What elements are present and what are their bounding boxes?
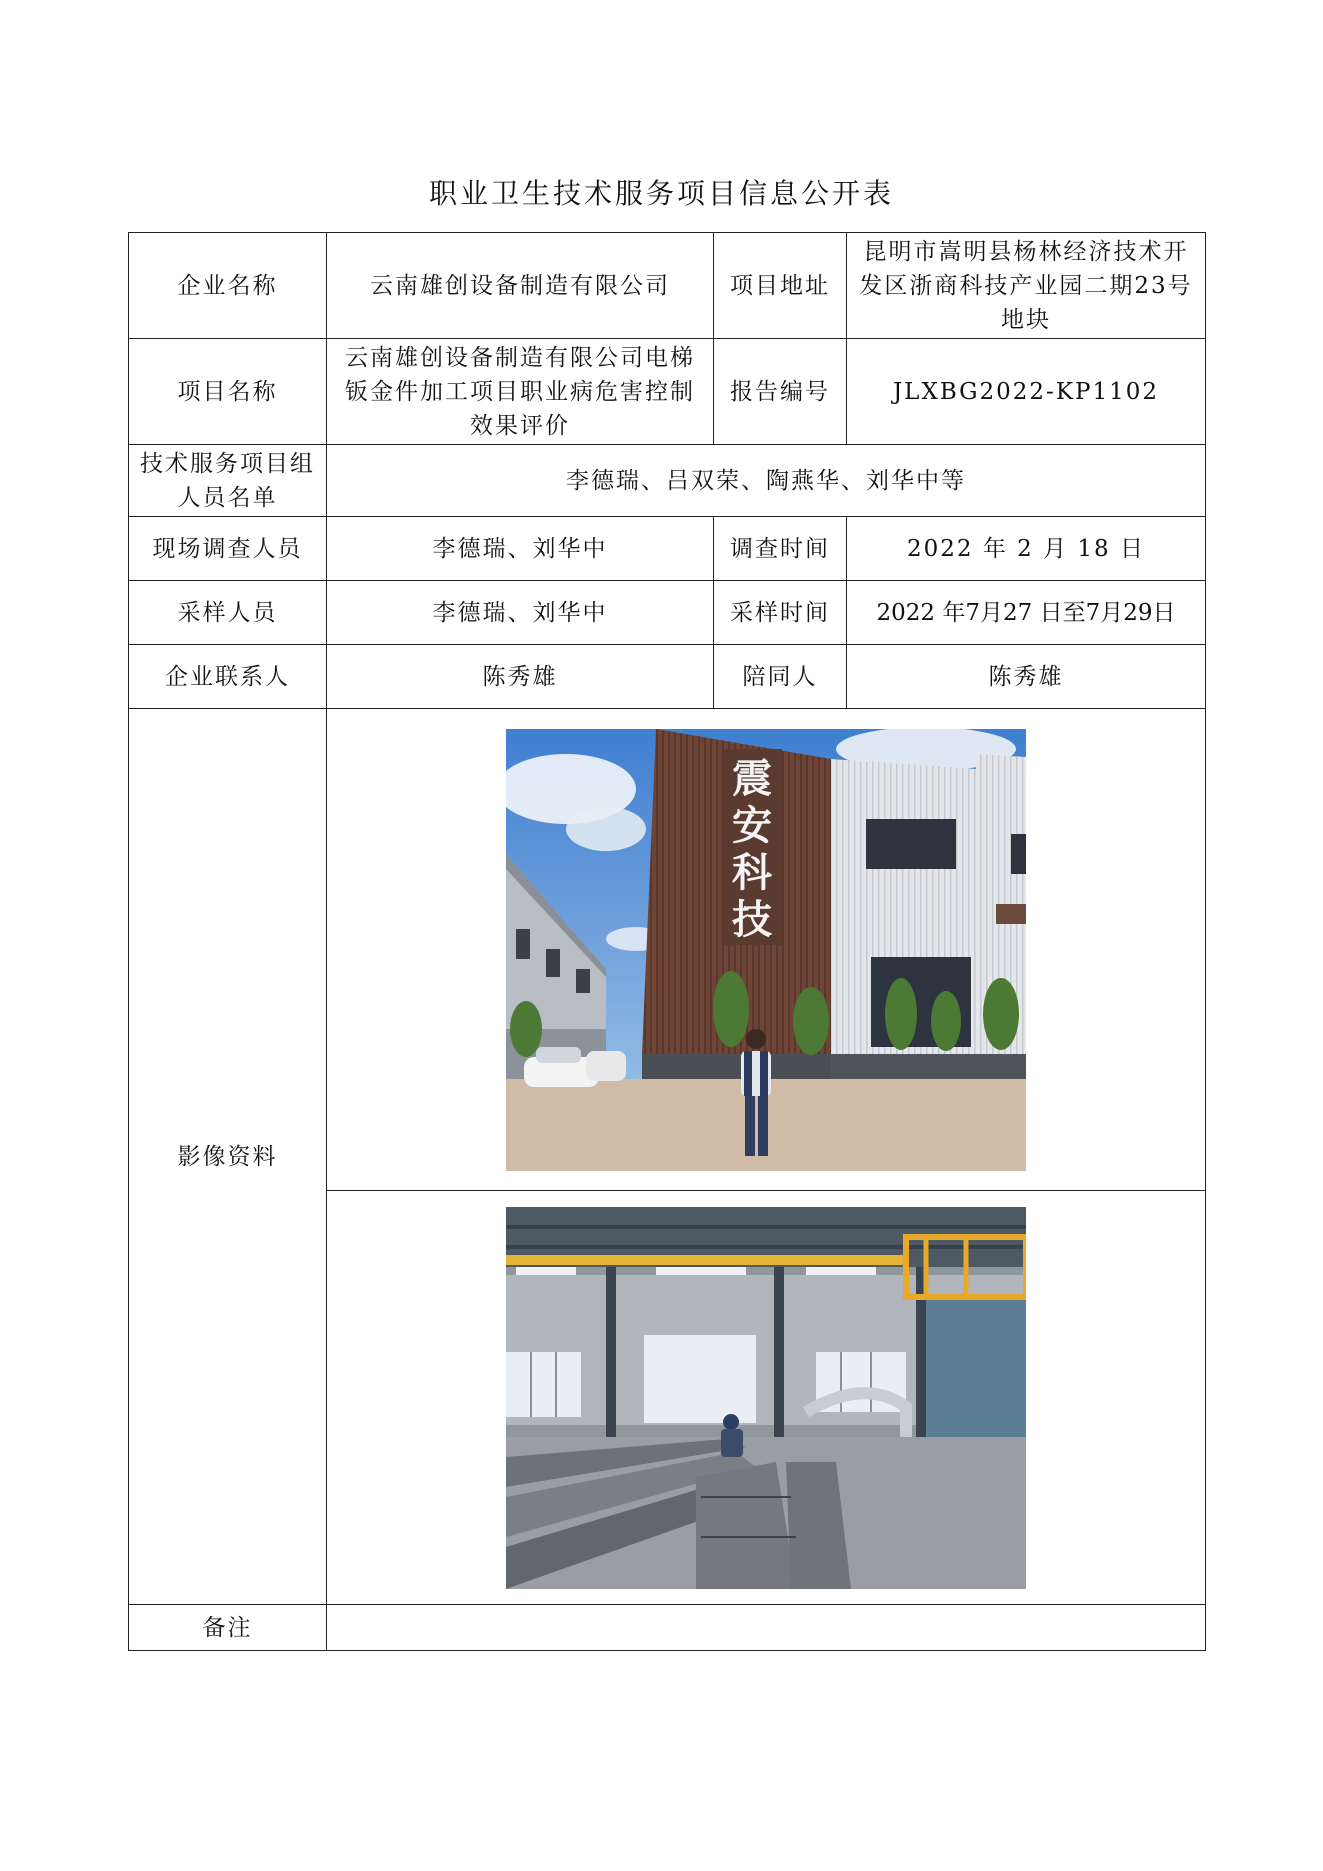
sampling-value: 李德瑞、刘华中	[327, 581, 714, 645]
row-project	[129, 339, 1206, 445]
photo-cell-1	[327, 709, 1206, 1191]
sampling-label: 采样人员	[129, 581, 327, 645]
row-survey	[129, 517, 1206, 581]
sign-char-1: 震	[732, 755, 774, 802]
sampling-time-label: 采样时间	[714, 581, 847, 645]
report-label: 报告编号	[714, 339, 847, 445]
project-value: 云南雄创设备制造有限公司电梯钣金件加工项目职业病危害控制效果评价	[327, 339, 714, 445]
row-team	[129, 445, 1206, 517]
team-value: 李德瑞、吕双荣、陶燕华、刘华中等	[327, 445, 1206, 517]
row-contact	[129, 645, 1206, 709]
info-table	[128, 232, 1206, 1651]
page-title: 职业卫生技术服务项目信息公开表	[428, 177, 894, 210]
report-value: JLXBG2022-KP1102	[847, 339, 1206, 445]
survey-value: 李德瑞、刘华中	[327, 517, 714, 581]
contact-label: 企业联系人	[129, 645, 327, 709]
row-company	[129, 233, 1206, 339]
sign-char-2: 安	[732, 802, 774, 849]
companion-value: 陈秀雄	[847, 645, 1206, 709]
companion-label: 陪同人	[714, 645, 847, 709]
sampling-time-value: 2022 年7月27 日至7月29日	[847, 581, 1206, 645]
row-remarks	[129, 1605, 1206, 1651]
team-label: 技术服务项目组人员名单	[129, 445, 327, 517]
company-value: 云南雄创设备制造有限公司	[327, 233, 714, 339]
project-label: 项目名称	[129, 339, 327, 445]
address-value: 昆明市嵩明县杨林经济技术开发区浙商科技产业园二期23号地块	[847, 233, 1206, 339]
sign-char-4: 技	[732, 896, 774, 943]
company-label: 企业名称	[129, 233, 327, 339]
row-sampling	[129, 581, 1206, 645]
photo-cell-2	[327, 1191, 1206, 1605]
survey-time-value: 2022 年 2 月 18 日	[847, 517, 1206, 581]
images-label: 影像资料	[129, 709, 327, 1605]
factory-exterior-photo	[506, 729, 1026, 1171]
workshop-interior-photo	[506, 1207, 1026, 1589]
address-label: 项目地址	[714, 233, 847, 339]
remarks-label: 备注	[129, 1605, 327, 1651]
survey-label: 现场调查人员	[129, 517, 327, 581]
remarks-value	[327, 1605, 1206, 1651]
survey-time-label: 调查时间	[714, 517, 847, 581]
row-photo-1	[129, 709, 1206, 1191]
contact-value: 陈秀雄	[327, 645, 714, 709]
sign-char-3: 科	[732, 849, 774, 896]
